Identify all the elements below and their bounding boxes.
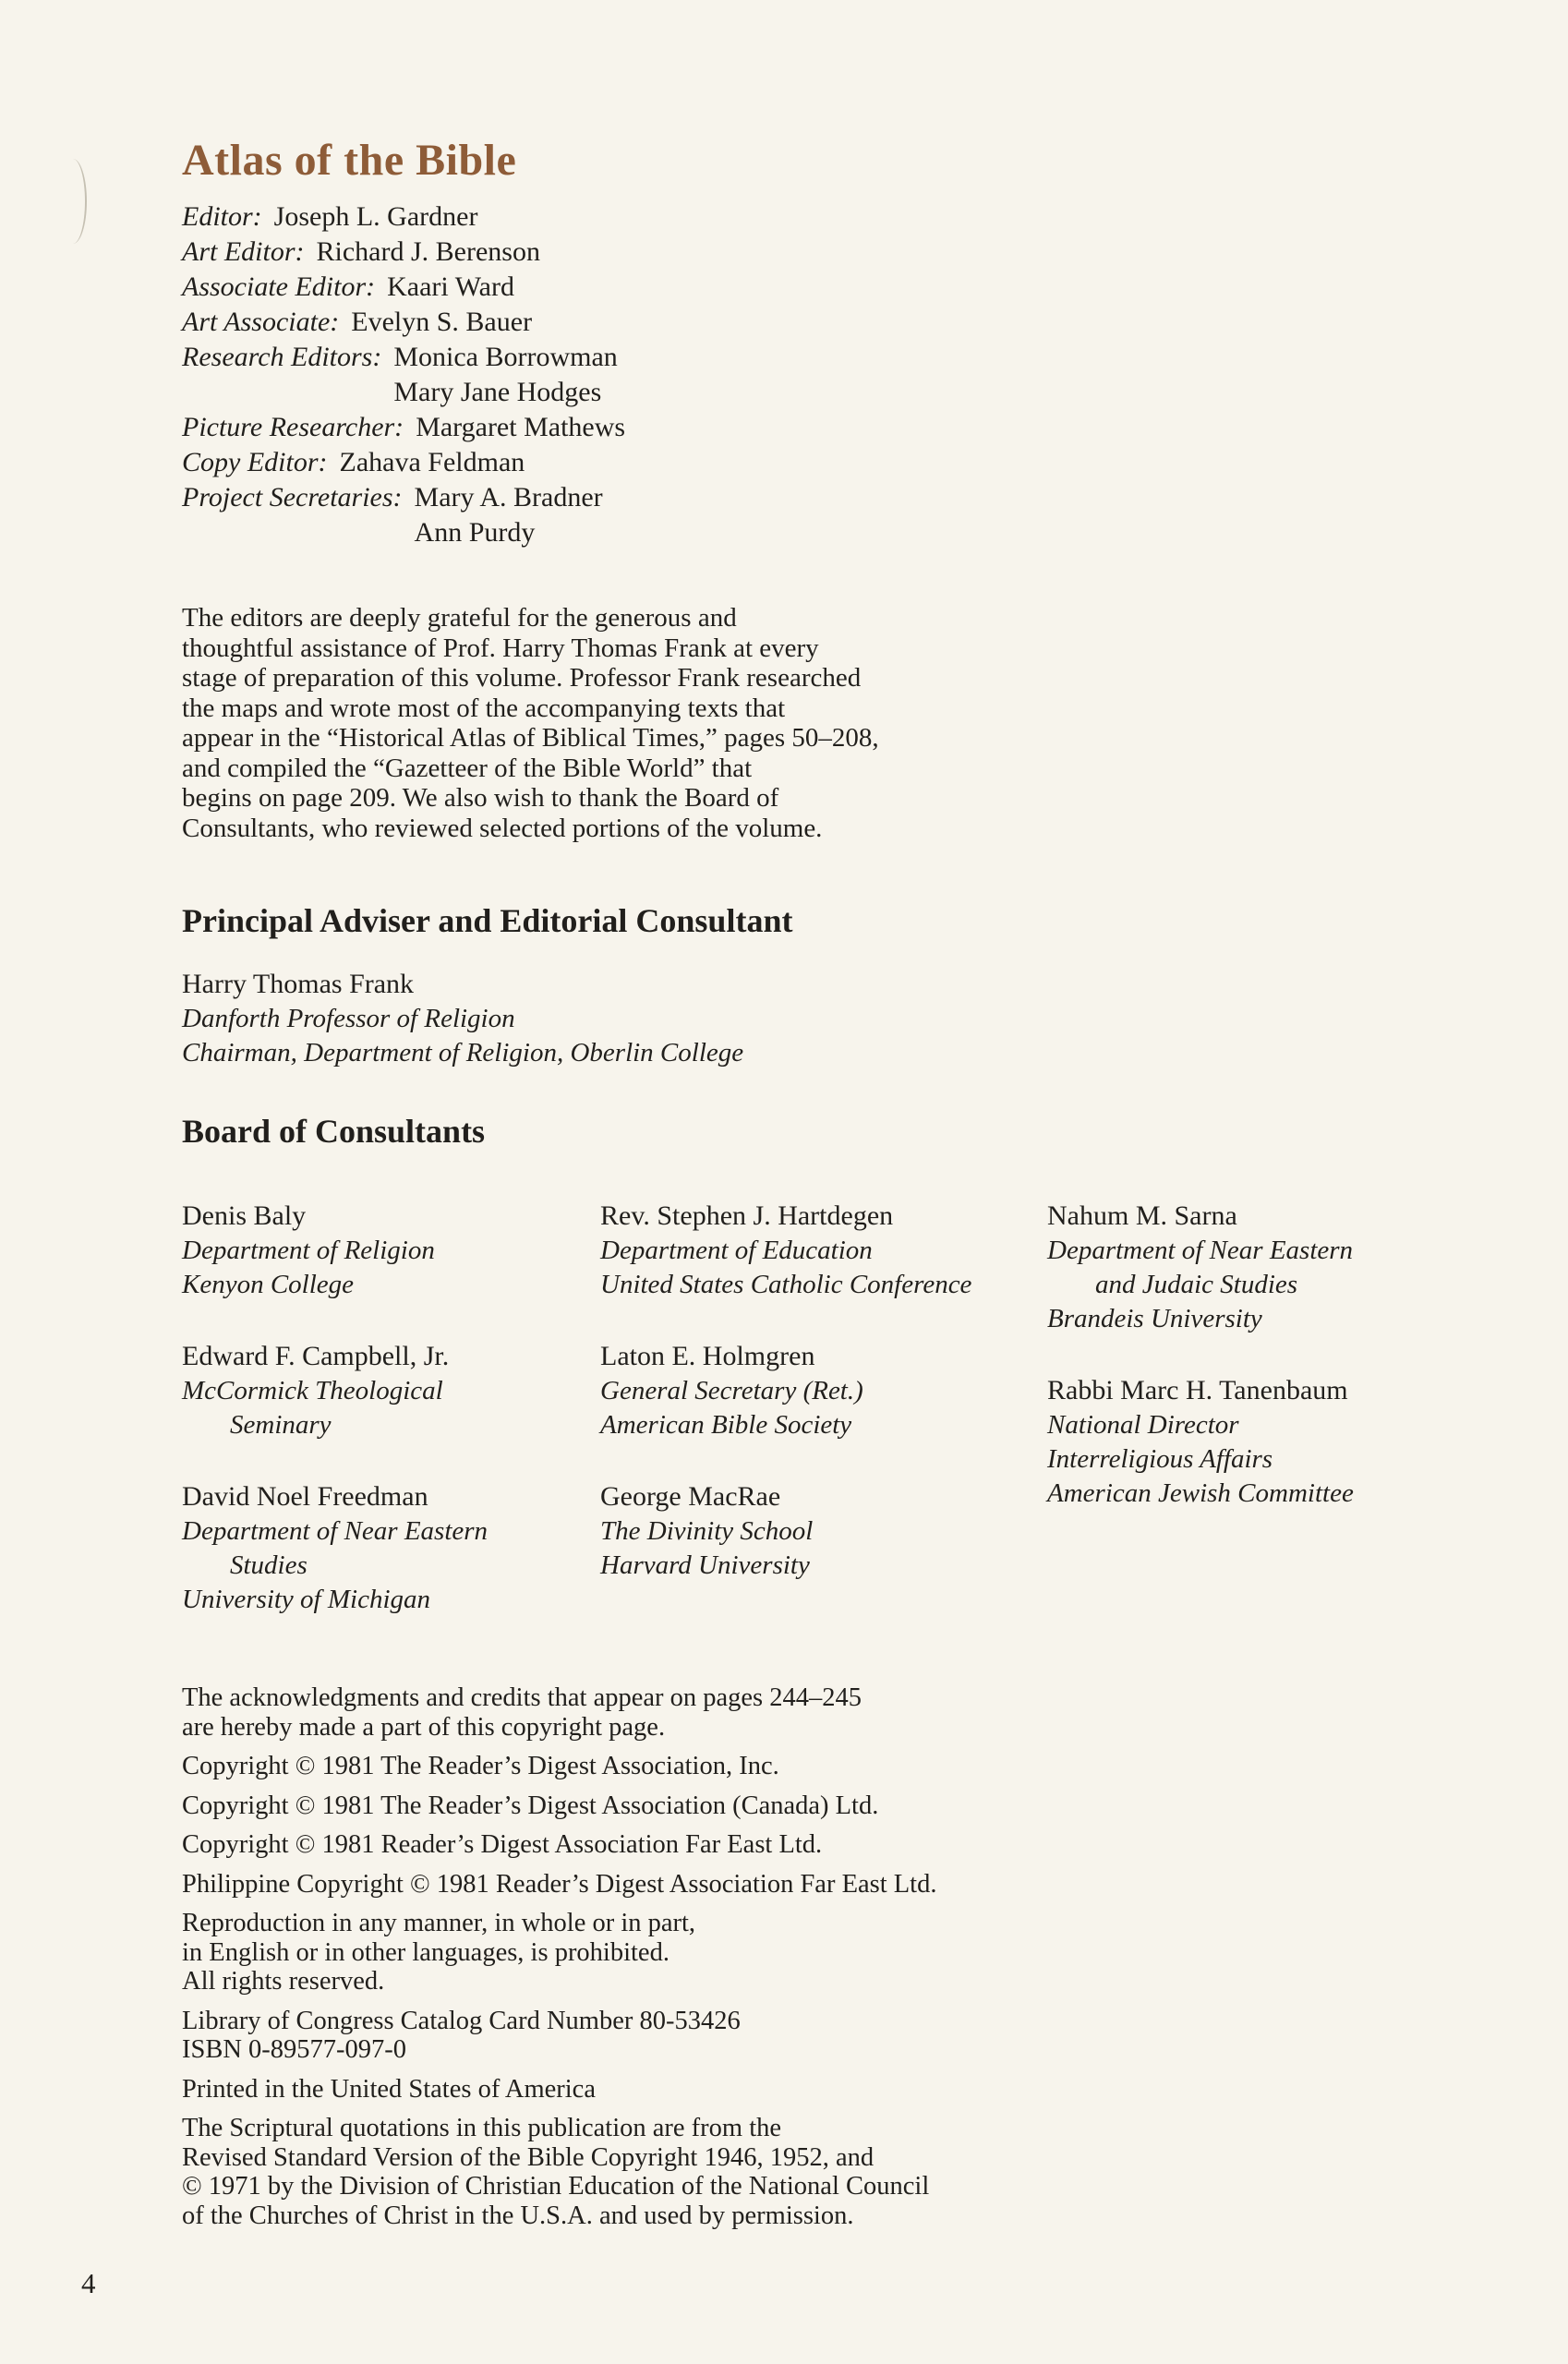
consultant-name: Rabbi Marc H. Tanenbaum <box>1047 1375 1348 1405</box>
colophon <box>182 1683 1493 2230</box>
adviser-titles <box>182 1002 1493 1070</box>
consultants-columns <box>182 1198 1493 1617</box>
scan-artifact-curve <box>59 159 87 244</box>
credit-name: Joseph L. Gardner <box>273 201 478 232</box>
consultant-name: Nahum M. Sarna <box>1047 1200 1237 1231</box>
consultant-column-1 <box>182 1198 600 1617</box>
credit-name: Mary A. Bradner <box>414 482 603 513</box>
affiliation-line: Department of Near Eastern <box>182 1516 488 1546</box>
credit-name: Ann Purdy <box>414 517 536 548</box>
credit-names <box>387 270 514 305</box>
page-number: 4 <box>81 2267 96 2299</box>
acknowledgment-line: thoughtful assistance of Prof. Harry Thomas Frank at every <box>182 633 819 663</box>
acknowledgment-line: begins on page 209. We also wish to thank the Board of <box>182 783 779 813</box>
credit-names <box>415 480 603 550</box>
credit-names <box>317 235 540 270</box>
colophon-line: Revised Standard Version of the Bible Copyright 1946, 1952, and <box>182 2142 874 2172</box>
acknowledgment-line: and compiled the “Gazetteer of the Bible World” that <box>182 753 753 783</box>
colophon-line: The Scriptural quotations in this publication are from the <box>182 2114 782 2142</box>
consultant-entry <box>1047 1198 1481 1336</box>
credit-names <box>340 445 525 480</box>
colophon-line: The acknowledgments and credits that appear on pages 244–245 <box>182 1683 862 1712</box>
affiliation-line: and Judaic Studies <box>1095 1270 1298 1299</box>
acknowledgments-note <box>182 1683 1493 1742</box>
acknowledgment-line: appear in the “Historical Atlas of Biblical Times,” pages 50–208, <box>182 723 879 753</box>
consultant-entry <box>600 1198 1047 1302</box>
affiliation-line: Seminary <box>230 1410 332 1440</box>
consultant-affiliation <box>600 1514 1047 1583</box>
credit-names <box>393 340 617 410</box>
credit-role: Picture Researcher: <box>182 412 404 442</box>
printed-in-notice <box>182 2075 1493 2105</box>
affiliation-line: American Bible Society <box>600 1410 852 1440</box>
credit-role: Copy Editor: <box>182 447 328 477</box>
consultant-entry <box>600 1338 1047 1442</box>
credit-names <box>351 305 532 340</box>
credit-row-editor <box>182 199 1493 235</box>
consultant-entry <box>182 1198 600 1302</box>
colophon-line: Printed in the United States of America <box>182 2074 596 2104</box>
consultant-entry <box>182 1478 600 1617</box>
credit-role: Research Editors: <box>182 342 382 372</box>
consultant-affiliation <box>600 1374 1047 1442</box>
credit-name: Kaari Ward <box>387 271 514 302</box>
colophon-line: are hereby made a part of this copyright page. <box>182 1712 666 1742</box>
section-heading-principal-adviser: Principal Adviser and Editorial Consultant <box>182 902 793 939</box>
consultant-affiliation <box>182 1234 600 1302</box>
affiliation-line: Department of Religion <box>182 1236 435 1265</box>
adviser-name: Harry Thomas Frank <box>182 969 415 999</box>
scripture-notice <box>182 2114 1493 2230</box>
consultant-entry <box>1047 1372 1481 1511</box>
acknowledgment-paragraph <box>182 603 1493 843</box>
credit-row-associate-editor <box>182 270 1493 305</box>
colophon-line: in English or in other languages, is prohibited. <box>182 1937 669 1967</box>
credit-names <box>416 410 625 445</box>
credit-row-project-secretaries <box>182 480 1493 550</box>
credit-name: Mary Jane Hodges <box>393 377 602 407</box>
catalog-numbers <box>182 2007 1493 2065</box>
credit-name: Richard J. Berenson <box>316 236 540 267</box>
credit-row-art-associate <box>182 305 1493 340</box>
credit-name: Monica Borrowman <box>393 342 618 372</box>
credit-name: Evelyn S. Bauer <box>351 307 533 337</box>
consultant-column-3 <box>1047 1198 1481 1511</box>
consultant-name: Rev. Stephen J. Hartdegen <box>600 1200 894 1231</box>
consultant-affiliation <box>182 1514 600 1617</box>
consultant-name: George MacRae <box>600 1481 781 1512</box>
consultant-name: Edward F. Campbell, Jr. <box>182 1341 450 1371</box>
affiliation-line: University of Michigan <box>182 1585 431 1614</box>
staff-credits <box>182 199 1493 550</box>
consultant-affiliation <box>1047 1408 1481 1511</box>
affiliation-line: Harvard University <box>600 1550 810 1580</box>
consultant-column-2 <box>600 1198 1047 1583</box>
acknowledgment-line: stage of preparation of this volume. Professor Frank researched <box>182 663 862 693</box>
copyright-line: Copyright © 1981 The Reader’s Digest Association (Canada) Ltd. <box>182 1791 879 1820</box>
credit-role: Editor: <box>182 201 262 232</box>
affiliation-line: The Divinity School <box>600 1516 814 1546</box>
consultant-affiliation <box>600 1234 1047 1302</box>
affiliation-line: Studies <box>230 1550 308 1580</box>
credit-role: Associate Editor: <box>182 271 376 302</box>
affiliation-line: Interreligious Affairs <box>1047 1444 1273 1474</box>
book-title: Atlas of the Bible <box>182 136 517 185</box>
adviser-title-line: Chairman, Department of Religion, Oberlin College <box>182 1038 744 1067</box>
colophon-line: All rights reserved. <box>182 1967 385 1996</box>
section-heading-board-of-consultants: Board of Consultants <box>182 1113 486 1150</box>
credit-names <box>274 199 478 235</box>
consultant-name: Denis Baly <box>182 1200 307 1231</box>
affiliation-line: General Secretary (Ret.) <box>600 1376 863 1405</box>
consultant-name: Laton E. Holmgren <box>600 1341 815 1371</box>
reproduction-notice <box>182 1909 1493 1996</box>
affiliation-line: National Director <box>1047 1410 1239 1440</box>
copyright-line: Philippine Copyright © 1981 Reader’s Digest Association Far East Ltd. <box>182 1869 937 1899</box>
copyright-lines <box>182 1752 1493 1899</box>
affiliation-line: United States Catholic Conference <box>600 1270 972 1299</box>
credit-role: Art Editor: <box>182 236 305 267</box>
affiliation-line: Department of Education <box>600 1236 873 1265</box>
affiliation-line: McCormick Theological <box>182 1376 443 1405</box>
credit-row-copy-editor <box>182 445 1493 480</box>
credit-name: Zahava Feldman <box>339 447 525 477</box>
consultant-entry <box>600 1478 1047 1583</box>
colophon-line: ISBN 0-89577-097-0 <box>182 2035 407 2064</box>
credit-row-picture-researcher <box>182 410 1493 445</box>
consultant-entry <box>182 1338 600 1442</box>
affiliation-line: Kenyon College <box>182 1270 355 1299</box>
page-content <box>182 0 1493 2230</box>
credit-row-art-editor <box>182 235 1493 270</box>
acknowledgment-line: Consultants, who reviewed selected portions of the volume. <box>182 813 823 843</box>
consultant-affiliation <box>1047 1234 1481 1336</box>
affiliation-line: American Jewish Committee <box>1047 1478 1354 1508</box>
copyright-line: Copyright © 1981 Reader’s Digest Association Far East Ltd. <box>182 1830 823 1859</box>
affiliation-line: Department of Near Eastern <box>1047 1236 1354 1265</box>
colophon-line: Library of Congress Catalog Card Number 80-53426 <box>182 2006 741 2035</box>
affiliation-line: Brandeis University <box>1047 1304 1262 1333</box>
colophon-line: © 1971 by the Division of Christian Education of the National Council <box>182 2172 930 2201</box>
acknowledgment-line: the maps and wrote most of the accompanying texts that <box>182 693 786 723</box>
credit-role: Project Secretaries: <box>182 482 403 513</box>
acknowledgment-line: The editors are deeply grateful for the generous and <box>182 603 737 633</box>
credit-role: Art Associate: <box>182 307 340 337</box>
consultant-name: David Noel Freedman <box>182 1481 428 1512</box>
adviser-title-line: Danforth Professor of Religion <box>182 1004 515 1033</box>
copyright-line: Copyright © 1981 The Reader’s Digest Association, Inc. <box>182 1752 779 1780</box>
credit-name: Margaret Mathews <box>416 412 626 442</box>
credit-row-research-editors <box>182 340 1493 410</box>
colophon-line: of the Churches of Christ in the U.S.A. and used by permission. <box>182 2201 854 2230</box>
colophon-line: Reproduction in any manner, in whole or in part, <box>182 1909 696 1937</box>
consultant-affiliation <box>182 1374 600 1442</box>
